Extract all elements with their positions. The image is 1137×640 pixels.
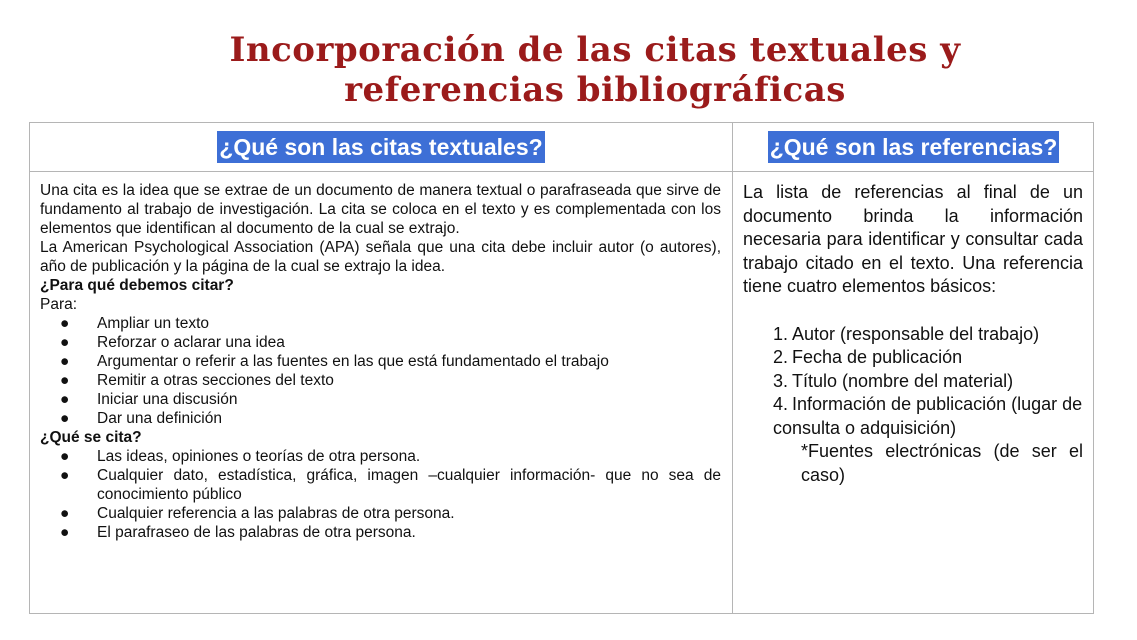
citas-intro-1: Una cita es la idea que se extrae de un documento de manera textual o parafraseada que sirve de fundamento al trabajo de investigación. La cita se coloca en el texto y es complementada con los elementos que identifican al documento de la cual se extrajo. <box>40 182 721 237</box>
para-label: Para: <box>40 296 78 313</box>
citas-intro-2: La American Psychological Association (APA) señala que una cita debe incluir autor (o autores), año de publicación y la página de la cual se extrajo la idea. <box>40 239 721 275</box>
referencias-cell <box>743 181 1083 487</box>
list-item: 2. Fecha de publicación <box>773 347 963 367</box>
list-item: ● Cualquier referencia a las palabras de otra persona. <box>60 505 455 522</box>
what-list <box>40 447 721 542</box>
list-item: 1. Autor (responsable del trabajo) <box>773 323 1040 344</box>
list-item: ● El parafraseo de las palabras de otra persona. <box>60 524 416 541</box>
list-item: ● Argumentar o referir a las fuentes en las que está fundamentado el trabajo <box>60 353 609 370</box>
list-item: ● Ampliar un texto <box>60 315 209 332</box>
header-citas-label: ¿Qué son las citas textuales? <box>217 131 544 163</box>
header-divider <box>30 171 1093 172</box>
list-item: ● Remitir a otras secciones del texto <box>60 372 334 389</box>
header-citas <box>30 130 732 164</box>
electronic-sources-note: *Fuentes electrónicas (de ser el caso) <box>801 441 1083 485</box>
header-referencias <box>733 130 1094 164</box>
content-table <box>29 122 1094 614</box>
list-item: ● Las ideas, opiniones o teorías de otra persona. <box>60 448 421 465</box>
referencias-intro: La lista de referencias al final de un documento brinda la información necesaria para identificar y consultar cada trabajo citado en el texto. Una referencia tiene cuatro elementos básicos: <box>743 182 1083 296</box>
question-why: ¿Para qué debemos citar? <box>40 277 234 294</box>
list-item: ● Cualquier dato, estadística, gráfica, imagen –cualquier información- que no sea de conocimiento público <box>60 467 721 503</box>
list-item: ● Dar una definición <box>60 410 222 427</box>
list-item: ● Iniciar una discusión <box>60 391 238 408</box>
citas-cell <box>40 181 721 542</box>
column-divider <box>732 123 733 613</box>
page-title: Incorporación de las citas textuales y referencias bibliográficas <box>229 30 961 110</box>
why-list <box>40 314 721 428</box>
question-what: ¿Qué se cita? <box>40 429 142 446</box>
list-item: 4. Información de publicación (lugar de consulta o adquisición) <box>773 394 1083 438</box>
header-referencias-label: ¿Qué son las referencias? <box>768 131 1060 163</box>
elements-list <box>743 323 1083 441</box>
list-item: 3. Título (nombre del material) <box>773 370 1014 391</box>
list-item: ● Reforzar o aclarar una idea <box>60 334 285 351</box>
